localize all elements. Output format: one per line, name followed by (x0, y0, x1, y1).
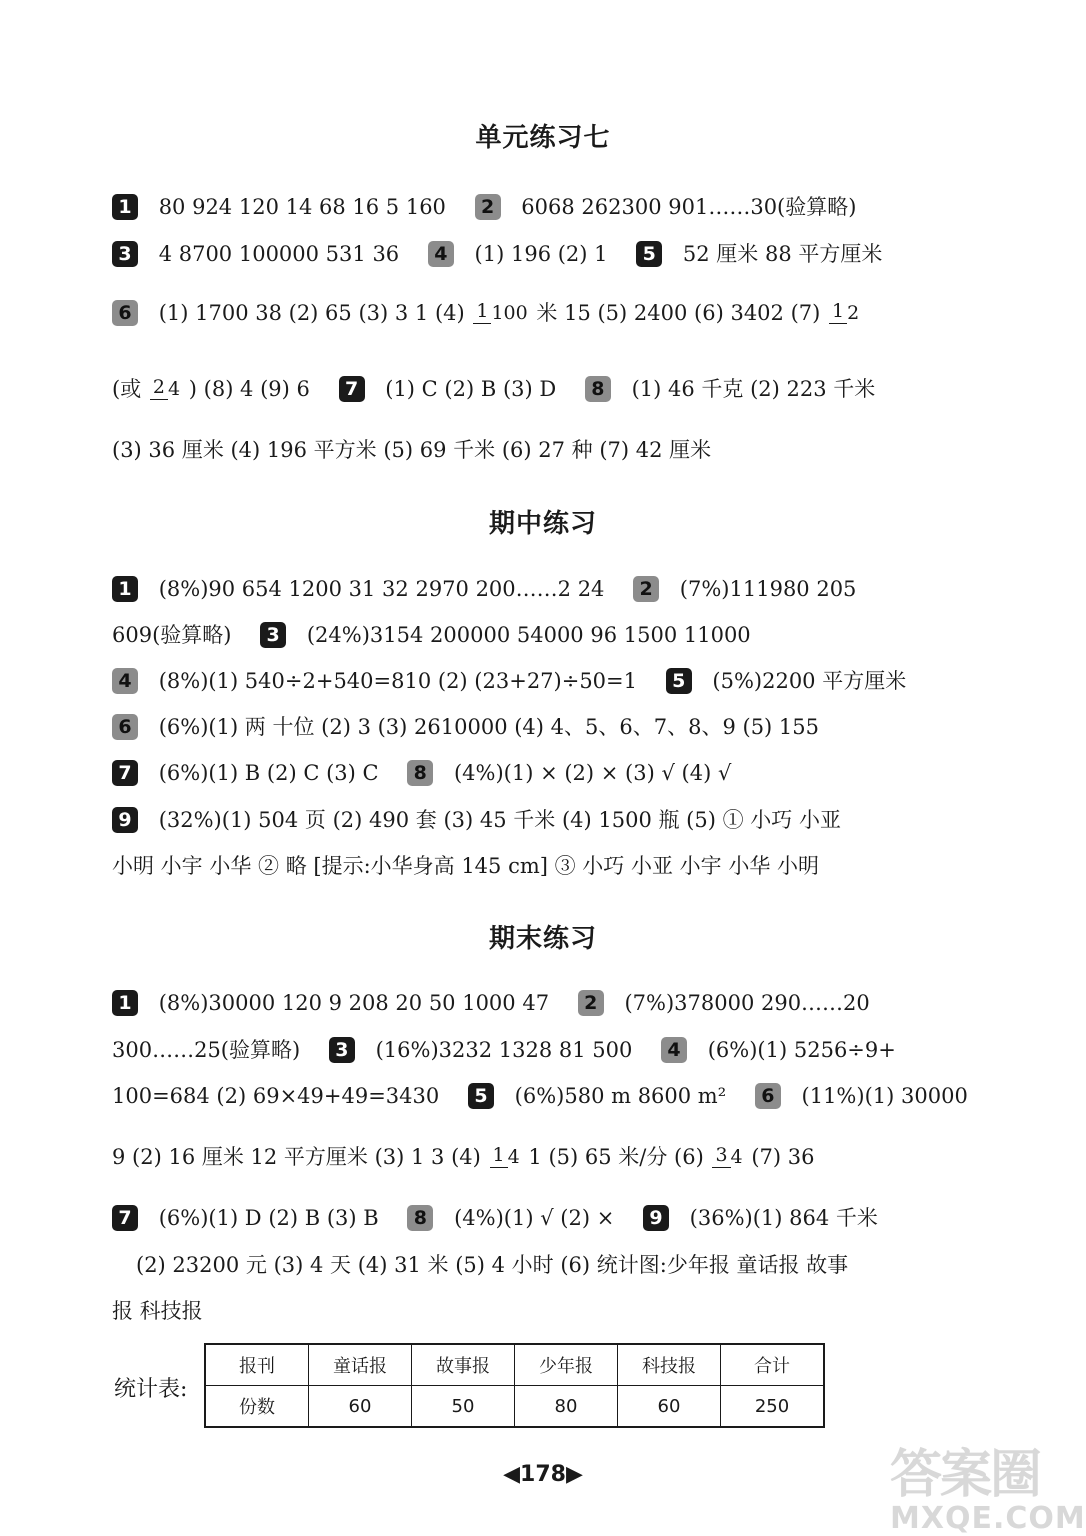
answer-text: (6%)(1) 两 十位 (2) 3 (3) 2610000 (4) 4、5、6、7、8、9 (5) 155 (158, 714, 820, 739)
fraction: 1 2 (829, 302, 859, 324)
answer-text: 80 924 120 14 68 16 5 160 (158, 194, 446, 219)
q-number-2: 2 (633, 576, 659, 602)
answer-text: ) (8) 4 (9) 6 (188, 376, 310, 401)
fraction: 1 4 (490, 1146, 520, 1168)
q-number-9: 9 (112, 807, 138, 833)
q-number-4: 4 (428, 241, 454, 267)
answer-text: (11%)(1) 30000 (801, 1083, 968, 1108)
table-cell: 故事报 (412, 1344, 515, 1386)
q-number-5: 5 (468, 1083, 494, 1109)
watermark-cn: 答案圈 (890, 1445, 1041, 1505)
fraction: 3 4 (712, 1146, 742, 1168)
q-number-7: 7 (339, 376, 365, 402)
answer-text: (7%)378000 290……20 (624, 990, 870, 1015)
q-number-2: 2 (578, 990, 604, 1016)
q-number-8: 8 (585, 376, 611, 402)
table-cell: 50 (412, 1386, 515, 1428)
answer-text: (5%)2200 平方厘米 (712, 668, 907, 693)
q-number-3: 3 (112, 241, 138, 267)
unit7-line-2 (112, 237, 882, 269)
q-number-7: 7 (112, 1205, 138, 1231)
answer-text: (8%)(1) 540÷2+540=810 (2) (23+27)÷50=1 (158, 668, 638, 693)
answer-text: (2) 23200 元 (3) 4 天 (4) 31 米 (5) 4 小时 (6) 统计图:少年报 童话报 故事 (136, 1252, 849, 1277)
answer-text: 9 (2) 16 厘米 12 平方厘米 (3) 1 3 (4) (112, 1144, 481, 1169)
q-number-5: 5 (636, 241, 662, 267)
page-number: ◀178▶ (503, 1462, 583, 1487)
q-number-4: 4 (112, 668, 138, 694)
mid-line-7 (112, 849, 819, 881)
answer-text: 6068 262300 901……30(验算略) (521, 194, 857, 219)
answer-text: (4%)(1) × (2) × (3) √ (4) √ (453, 760, 732, 785)
answer-text: 报 科技报 (112, 1298, 203, 1323)
answer-text: (1) 1700 38 (2) 65 (3) 3 1 (4) (158, 300, 465, 325)
answer-text: 4 8700 100000 531 36 (158, 241, 400, 266)
answer-text: (36%)(1) 864 千米 (689, 1205, 878, 1230)
section-title-midterm: 期中练习 (488, 509, 597, 539)
q-number-2: 2 (475, 194, 501, 220)
table-cell: 份数 (205, 1386, 309, 1428)
answer-text: (4%)(1) √ (2) × (454, 1205, 615, 1230)
final-line-3 (112, 1079, 968, 1111)
table-cell: 少年报 (515, 1344, 618, 1386)
table-row (205, 1386, 824, 1428)
final-line-4 (112, 1140, 814, 1172)
answer-text: (3) 36 厘米 (4) 196 平方米 (5) 69 千米 (6) 27 种 (7) 42 厘米 (112, 437, 712, 462)
answer-text: 52 厘米 88 平方厘米 (682, 241, 883, 266)
section-title-final: 期末练习 (488, 924, 597, 954)
q-number-5: 5 (666, 668, 692, 694)
table-cell: 报刊 (205, 1344, 309, 1386)
mid-line-1 (112, 572, 856, 604)
section-title-unit7: 单元练习七 (475, 123, 611, 153)
mid-line-4 (112, 710, 819, 742)
final-line-1 (112, 986, 870, 1018)
mid-line-2 (112, 618, 751, 650)
q-number-8: 8 (407, 1205, 433, 1231)
unit7-line-5 (112, 433, 711, 465)
final-line-7 (112, 1294, 203, 1326)
unit7-line-1 (112, 190, 856, 222)
answer-text: 609(验算略) (112, 622, 232, 647)
q-number-1: 1 (112, 576, 138, 602)
answer-text: (8%)90 654 1200 31 32 2970 200……2 24 (158, 576, 605, 601)
answer-text: (32%)(1) 504 页 (2) 490 套 (3) 45 千米 (4) 1500 瓶 (5) ① 小巧 小亚 (158, 807, 841, 832)
fraction: 1 100 (473, 302, 527, 324)
answer-text: (24%)3154 200000 54000 96 1500 11000 (306, 622, 751, 647)
final-line-2 (112, 1033, 896, 1065)
watermark-logo (890, 1432, 1086, 1536)
table-cell: 80 (515, 1386, 618, 1428)
table-cell: 科技报 (618, 1344, 721, 1386)
answer-text: (6%)580 m 8600 m² (514, 1083, 727, 1108)
answer-text: (1) C (2) B (3) D (385, 376, 557, 401)
answer-text: 小明 小宇 小华 ② 略 [提示:小华身高 145 cm] ③ 小巧 小亚 小宇 小华 小明 (112, 853, 819, 878)
q-number-6: 6 (755, 1083, 781, 1109)
answer-text: (16%)3232 1328 81 500 (375, 1037, 633, 1062)
answer-text: 100=684 (2) 69×49+49=3430 (112, 1083, 440, 1108)
final-line-5 (112, 1201, 878, 1233)
q-number-1: 1 (112, 990, 138, 1016)
stats-table (204, 1343, 825, 1428)
answer-text: (6%)(1) D (2) B (3) B (158, 1205, 379, 1230)
unit7-line-3 (112, 296, 861, 328)
stats-table-label: 统计表: (114, 1377, 188, 1402)
q-number-6: 6 (112, 714, 138, 740)
mid-line-3 (112, 664, 906, 696)
answer-text: (8%)30000 120 9 208 20 50 1000 47 (158, 990, 550, 1015)
mid-line-5 (112, 756, 731, 788)
answer-text: (6%)(1) 5256÷9+ (707, 1037, 896, 1062)
answer-text: 米 15 (5) 2400 (6) 3402 (7) (536, 300, 821, 325)
answer-text: (1) 46 千克 (2) 223 千米 (631, 376, 876, 401)
unit7-line-4 (112, 372, 875, 404)
fraction: 2 4 (150, 378, 180, 400)
mid-line-6 (112, 803, 841, 835)
table-header-row (205, 1344, 824, 1386)
q-number-3: 3 (260, 622, 286, 648)
q-number-4: 4 (661, 1037, 687, 1063)
answer-text: (7) 36 (751, 1144, 815, 1169)
final-line-6 (136, 1248, 848, 1280)
table-cell: 60 (618, 1386, 721, 1428)
q-number-6: 6 (112, 300, 138, 326)
answer-text: 1 (5) 65 米/分 (6) (528, 1144, 704, 1169)
answer-text: (1) 196 (2) 1 (474, 241, 608, 266)
table-cell: 合计 (721, 1344, 825, 1386)
answer-text: 300……25(验算略) (112, 1037, 301, 1062)
q-number-1: 1 (112, 194, 138, 220)
watermark-en: MXQE.COM (890, 1501, 1086, 1536)
q-number-7: 7 (112, 760, 138, 786)
answer-text: (6%)(1) B (2) C (3) C (158, 760, 379, 785)
q-number-8: 8 (407, 760, 433, 786)
q-number-3: 3 (329, 1037, 355, 1063)
table-cell: 250 (721, 1386, 825, 1428)
q-number-9: 9 (643, 1205, 669, 1231)
answer-text: (或 (112, 376, 142, 401)
table-cell: 60 (309, 1386, 412, 1428)
table-cell: 童话报 (309, 1344, 412, 1386)
answer-text: (7%)111980 205 (679, 576, 857, 601)
